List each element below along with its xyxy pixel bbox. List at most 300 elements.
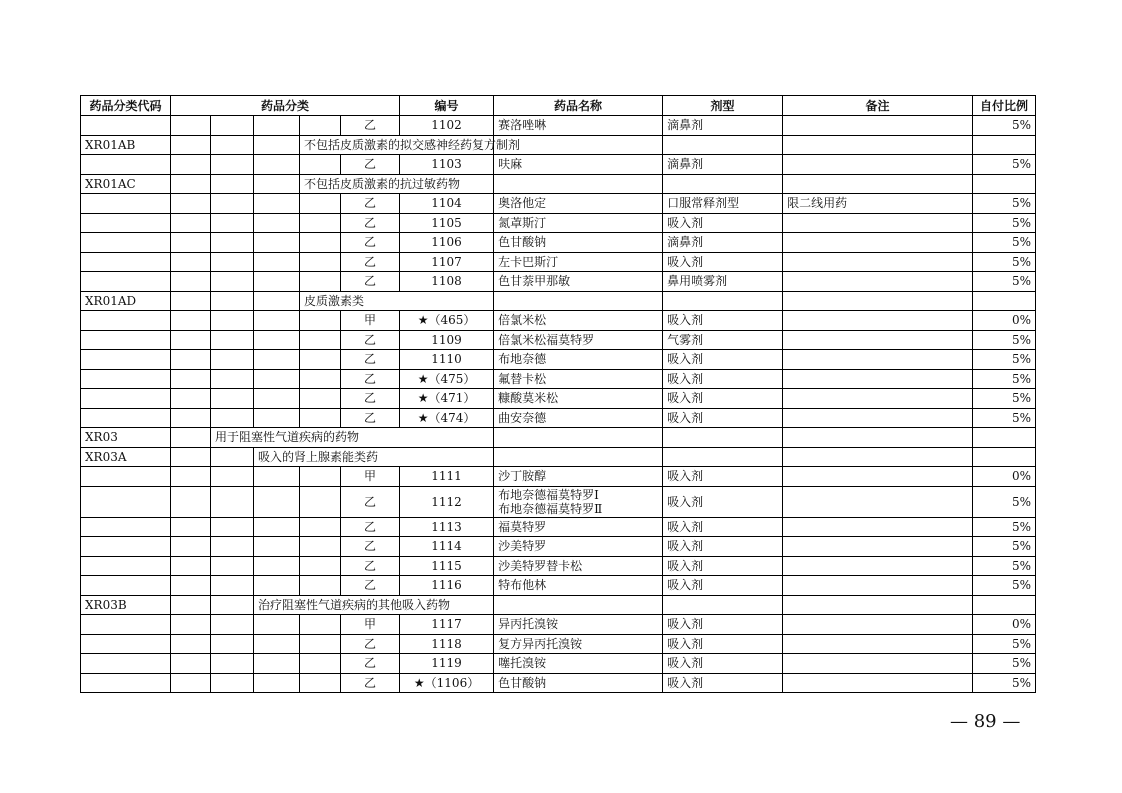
drug-number: 1102 xyxy=(400,116,494,136)
empty-cell xyxy=(171,291,211,311)
empty-cell xyxy=(783,595,973,615)
empty-cell xyxy=(494,174,663,194)
empty-cell xyxy=(171,389,211,409)
empty-cell xyxy=(171,517,211,537)
category-row xyxy=(81,595,1036,615)
empty-cell xyxy=(211,291,254,311)
drug-level: 乙 xyxy=(341,408,400,428)
drug-ratio: 5% xyxy=(973,272,1036,292)
drug-level: 乙 xyxy=(341,330,400,350)
empty-cell xyxy=(171,654,211,674)
empty-cell xyxy=(663,174,783,194)
drug-name-line: 沙美特罗替卡松 xyxy=(498,558,583,573)
drug-note xyxy=(783,654,973,674)
empty-cell xyxy=(300,252,341,272)
drug-ratio: 5% xyxy=(973,654,1036,674)
drug-row xyxy=(81,116,1036,136)
drug-note xyxy=(783,634,973,654)
drug-name-line: 特布他林 xyxy=(498,578,547,593)
drug-level: 乙 xyxy=(341,233,400,253)
empty-cell xyxy=(254,350,300,370)
drug-note xyxy=(783,615,973,635)
empty-cell xyxy=(171,447,211,467)
drug-note xyxy=(783,116,973,136)
empty-cell xyxy=(254,537,300,557)
drug-level: 乙 xyxy=(341,389,400,409)
empty-cell xyxy=(81,350,171,370)
drug-ratio: 5% xyxy=(973,537,1036,557)
drug-name-line: 沙丁胺醇 xyxy=(498,469,547,484)
drug-row xyxy=(81,556,1036,576)
empty-cell xyxy=(81,194,171,214)
drug-row xyxy=(81,615,1036,635)
empty-cell xyxy=(300,233,341,253)
header-number: 编号 xyxy=(400,96,494,116)
drug-name xyxy=(494,467,663,487)
empty-cell xyxy=(254,389,300,409)
drug-ratio: 5% xyxy=(973,556,1036,576)
drug-form: 吸入剂 xyxy=(663,576,783,596)
drug-level: 乙 xyxy=(341,155,400,175)
empty-cell xyxy=(171,155,211,175)
drug-name-line: 色甘萘甲那敏 xyxy=(498,274,571,289)
drug-row xyxy=(81,576,1036,596)
drug-ratio: 5% xyxy=(973,486,1036,517)
empty-cell xyxy=(81,634,171,654)
drug-name xyxy=(494,408,663,428)
drug-level: 甲 xyxy=(341,467,400,487)
category-code: XR03 xyxy=(81,428,171,448)
drug-level: 乙 xyxy=(341,556,400,576)
empty-cell xyxy=(171,673,211,693)
empty-cell xyxy=(171,174,211,194)
drug-note xyxy=(783,233,973,253)
empty-cell xyxy=(211,350,254,370)
empty-cell xyxy=(300,576,341,596)
empty-cell xyxy=(211,595,254,615)
drug-note xyxy=(783,486,973,517)
category-label: 不包括皮质激素的抗过敏药物 xyxy=(300,174,494,194)
drug-number: 1119 xyxy=(400,654,494,674)
empty-cell xyxy=(254,272,300,292)
empty-cell xyxy=(171,408,211,428)
drug-number: 1104 xyxy=(400,194,494,214)
drug-name xyxy=(494,252,663,272)
empty-cell xyxy=(663,447,783,467)
drug-name-line: 曲安奈德 xyxy=(498,410,547,425)
empty-cell xyxy=(254,634,300,654)
drug-row xyxy=(81,155,1036,175)
drug-level: 甲 xyxy=(341,615,400,635)
empty-cell xyxy=(171,135,211,155)
drug-level: 乙 xyxy=(341,213,400,233)
empty-cell xyxy=(300,213,341,233)
empty-cell xyxy=(783,291,973,311)
drug-name-line: 布地奈德 xyxy=(498,352,547,367)
drug-name-line: 复方异丙托溴铵 xyxy=(498,636,583,651)
empty-cell xyxy=(81,467,171,487)
empty-cell xyxy=(211,330,254,350)
empty-cell xyxy=(254,311,300,331)
empty-cell xyxy=(300,330,341,350)
drug-note xyxy=(783,576,973,596)
empty-cell xyxy=(254,615,300,635)
empty-cell xyxy=(300,486,341,517)
empty-cell xyxy=(783,135,973,155)
empty-cell xyxy=(171,330,211,350)
empty-cell xyxy=(211,408,254,428)
drug-name xyxy=(494,654,663,674)
drug-note xyxy=(783,311,973,331)
drug-form: 吸入剂 xyxy=(663,556,783,576)
drug-ratio: 0% xyxy=(973,467,1036,487)
empty-cell xyxy=(254,174,300,194)
empty-cell xyxy=(211,174,254,194)
empty-cell xyxy=(171,428,211,448)
drug-form: 滴鼻剂 xyxy=(663,155,783,175)
empty-cell xyxy=(211,467,254,487)
drug-name-line: 左卡巴斯汀 xyxy=(498,254,559,269)
drug-number: 1116 xyxy=(400,576,494,596)
empty-cell xyxy=(254,116,300,136)
empty-cell xyxy=(300,369,341,389)
drug-form: 吸入剂 xyxy=(663,654,783,674)
drug-name-line: 呋麻 xyxy=(498,157,523,172)
drug-form: 吸入剂 xyxy=(663,350,783,370)
empty-cell xyxy=(211,576,254,596)
drug-ratio: 5% xyxy=(973,155,1036,175)
drug-name-line: 色甘酸钠 xyxy=(498,235,547,250)
drug-number: 1112 xyxy=(400,486,494,517)
empty-cell xyxy=(300,673,341,693)
empty-cell xyxy=(254,233,300,253)
drug-note xyxy=(783,556,973,576)
drug-name xyxy=(494,350,663,370)
category-row xyxy=(81,291,1036,311)
drug-name-line: 赛洛唑啉 xyxy=(498,118,547,133)
drug-name-line: 噻托溴铵 xyxy=(498,656,547,671)
drug-name xyxy=(494,673,663,693)
empty-cell xyxy=(300,311,341,331)
drug-form: 吸入剂 xyxy=(663,537,783,557)
drug-note xyxy=(783,330,973,350)
header-ratio: 自付比例 xyxy=(973,96,1036,116)
drug-note xyxy=(783,252,973,272)
drug-row xyxy=(81,537,1036,557)
drug-level: 乙 xyxy=(341,116,400,136)
empty-cell xyxy=(254,467,300,487)
drug-form: 滴鼻剂 xyxy=(663,233,783,253)
empty-cell xyxy=(254,194,300,214)
drug-note xyxy=(783,350,973,370)
drug-form: 吸入剂 xyxy=(663,311,783,331)
empty-cell xyxy=(973,595,1036,615)
drug-ratio: 5% xyxy=(973,673,1036,693)
drug-name xyxy=(494,615,663,635)
drug-name xyxy=(494,537,663,557)
category-row xyxy=(81,428,1036,448)
empty-cell xyxy=(254,291,300,311)
drug-name-line: 布地奈德福莫特罗Ⅱ xyxy=(498,501,603,516)
empty-cell xyxy=(211,233,254,253)
drug-note xyxy=(783,673,973,693)
empty-cell xyxy=(211,517,254,537)
empty-cell xyxy=(211,155,254,175)
drug-name-line: 福莫特罗 xyxy=(498,519,547,534)
drug-number: 1105 xyxy=(400,213,494,233)
empty-cell xyxy=(663,135,783,155)
drug-number: ★（475） xyxy=(400,369,494,389)
drug-name xyxy=(494,556,663,576)
drug-row xyxy=(81,517,1036,537)
empty-cell xyxy=(171,576,211,596)
category-label: 治疗阻塞性气道疾病的其他吸入药物 xyxy=(254,595,494,615)
drug-note xyxy=(783,517,973,537)
empty-cell xyxy=(254,252,300,272)
empty-cell xyxy=(211,311,254,331)
empty-cell xyxy=(81,330,171,350)
drug-ratio: 5% xyxy=(973,576,1036,596)
drug-form: 吸入剂 xyxy=(663,615,783,635)
empty-cell xyxy=(81,517,171,537)
empty-cell xyxy=(211,634,254,654)
drug-row xyxy=(81,350,1036,370)
page-number: — 89 — xyxy=(950,711,1021,732)
drug-row xyxy=(81,486,1036,517)
drug-note xyxy=(783,467,973,487)
empty-cell xyxy=(300,467,341,487)
drug-name xyxy=(494,194,663,214)
empty-cell xyxy=(300,654,341,674)
empty-cell xyxy=(81,213,171,233)
drug-number: 1108 xyxy=(400,272,494,292)
empty-cell xyxy=(300,350,341,370)
empty-cell xyxy=(254,517,300,537)
drug-row xyxy=(81,330,1036,350)
drug-note xyxy=(783,272,973,292)
empty-cell xyxy=(973,135,1036,155)
empty-cell xyxy=(211,673,254,693)
drug-ratio: 5% xyxy=(973,116,1036,136)
category-code: XR03B xyxy=(81,595,171,615)
drug-name xyxy=(494,116,663,136)
drug-form: 吸入剂 xyxy=(663,213,783,233)
drug-number: 1117 xyxy=(400,615,494,635)
drug-name xyxy=(494,576,663,596)
header-note: 备注 xyxy=(783,96,973,116)
empty-cell xyxy=(663,595,783,615)
drug-ratio: 0% xyxy=(973,311,1036,331)
empty-cell xyxy=(494,447,663,467)
empty-cell xyxy=(973,291,1036,311)
empty-cell xyxy=(254,213,300,233)
empty-cell xyxy=(211,537,254,557)
empty-cell xyxy=(211,486,254,517)
drug-name xyxy=(494,634,663,654)
drug-note xyxy=(783,213,973,233)
drug-ratio: 5% xyxy=(973,252,1036,272)
drug-name xyxy=(494,330,663,350)
empty-cell xyxy=(254,155,300,175)
empty-cell xyxy=(300,537,341,557)
empty-cell xyxy=(171,369,211,389)
empty-cell xyxy=(211,252,254,272)
empty-cell xyxy=(211,389,254,409)
category-row xyxy=(81,174,1036,194)
empty-cell xyxy=(300,556,341,576)
drug-name-line: 奥洛他定 xyxy=(498,196,547,211)
empty-cell xyxy=(783,174,973,194)
category-row xyxy=(81,447,1036,467)
empty-cell xyxy=(171,350,211,370)
category-code: XR01AC xyxy=(81,174,171,194)
drug-form: 吸入剂 xyxy=(663,252,783,272)
drug-level: 乙 xyxy=(341,350,400,370)
drug-row xyxy=(81,213,1036,233)
empty-cell xyxy=(81,556,171,576)
category-code: XR01AB xyxy=(81,135,171,155)
empty-cell xyxy=(300,272,341,292)
drug-note xyxy=(783,408,973,428)
drug-form: 吸入剂 xyxy=(663,408,783,428)
empty-cell xyxy=(254,486,300,517)
drug-name-line: 氟替卡松 xyxy=(498,371,547,386)
empty-cell xyxy=(254,576,300,596)
empty-cell xyxy=(254,408,300,428)
drug-name xyxy=(494,272,663,292)
drug-note xyxy=(783,155,973,175)
drug-name-line: 倍氯米松福莫特罗 xyxy=(498,332,595,347)
empty-cell xyxy=(171,556,211,576)
drug-level: 乙 xyxy=(341,654,400,674)
drug-level: 乙 xyxy=(341,517,400,537)
drug-form: 吸入剂 xyxy=(663,486,783,517)
empty-cell xyxy=(211,272,254,292)
empty-cell xyxy=(254,330,300,350)
drug-ratio: 5% xyxy=(973,369,1036,389)
empty-cell xyxy=(81,369,171,389)
drug-name xyxy=(494,369,663,389)
drug-row xyxy=(81,233,1036,253)
drug-name-line: 糠酸莫米松 xyxy=(498,391,559,406)
empty-cell xyxy=(300,517,341,537)
drug-name-line: 布地奈德福莫特罗Ⅰ xyxy=(498,487,599,502)
empty-cell xyxy=(973,447,1036,467)
empty-cell xyxy=(81,272,171,292)
header-form: 剂型 xyxy=(663,96,783,116)
header-code: 药品分类代码 xyxy=(81,96,171,116)
category-code: XR03A xyxy=(81,447,171,467)
drug-form: 气雾剂 xyxy=(663,330,783,350)
empty-cell xyxy=(254,369,300,389)
empty-cell xyxy=(171,595,211,615)
empty-cell xyxy=(211,556,254,576)
empty-cell xyxy=(81,408,171,428)
drug-ratio: 5% xyxy=(973,408,1036,428)
empty-cell xyxy=(171,116,211,136)
drug-number: 1106 xyxy=(400,233,494,253)
drug-ratio: 5% xyxy=(973,634,1036,654)
drug-form: 吸入剂 xyxy=(663,389,783,409)
header-name: 药品名称 xyxy=(494,96,663,116)
empty-cell xyxy=(211,213,254,233)
drug-catalog-table xyxy=(80,95,1036,693)
empty-cell xyxy=(254,135,300,155)
empty-cell xyxy=(81,252,171,272)
drug-level: 乙 xyxy=(341,537,400,557)
drug-note xyxy=(783,369,973,389)
drug-level: 乙 xyxy=(341,634,400,654)
drug-name xyxy=(494,486,663,517)
drug-row xyxy=(81,634,1036,654)
drug-row xyxy=(81,673,1036,693)
empty-cell xyxy=(211,135,254,155)
drug-name xyxy=(494,155,663,175)
empty-cell xyxy=(300,116,341,136)
empty-cell xyxy=(300,615,341,635)
empty-cell xyxy=(211,615,254,635)
drug-number: ★（474） xyxy=(400,408,494,428)
drug-name-line: 沙美特罗 xyxy=(498,539,547,554)
empty-cell xyxy=(171,311,211,331)
empty-cell xyxy=(171,272,211,292)
empty-cell xyxy=(211,116,254,136)
empty-cell xyxy=(300,634,341,654)
drug-row xyxy=(81,654,1036,674)
empty-cell xyxy=(254,673,300,693)
drug-name-line: 异丙托溴铵 xyxy=(498,617,559,632)
drug-ratio: 5% xyxy=(973,194,1036,214)
header-row xyxy=(81,96,1036,116)
drug-level: 乙 xyxy=(341,194,400,214)
empty-cell xyxy=(171,213,211,233)
drug-ratio: 5% xyxy=(973,330,1036,350)
drug-level: 乙 xyxy=(341,486,400,517)
drug-row xyxy=(81,467,1036,487)
category-label: 皮质激素类 xyxy=(300,291,494,311)
header-category: 药品分类 xyxy=(171,96,400,116)
drug-number: ★（465） xyxy=(400,311,494,331)
drug-level: 乙 xyxy=(341,369,400,389)
empty-cell xyxy=(300,194,341,214)
empty-cell xyxy=(211,654,254,674)
category-row xyxy=(81,135,1036,155)
drug-level: 乙 xyxy=(341,252,400,272)
category-label: 用于阻塞性气道疾病的药物 xyxy=(211,428,494,448)
drug-form: 滴鼻剂 xyxy=(663,116,783,136)
drug-number: 1115 xyxy=(400,556,494,576)
drug-form: 鼻用喷雾剂 xyxy=(663,272,783,292)
empty-cell xyxy=(211,194,254,214)
empty-cell xyxy=(171,467,211,487)
empty-cell xyxy=(81,233,171,253)
empty-cell xyxy=(663,428,783,448)
empty-cell xyxy=(171,233,211,253)
empty-cell xyxy=(254,556,300,576)
empty-cell xyxy=(81,537,171,557)
drug-note xyxy=(783,537,973,557)
drug-number: ★（471） xyxy=(400,389,494,409)
drug-ratio: 5% xyxy=(973,213,1036,233)
drug-number: 1107 xyxy=(400,252,494,272)
drug-row xyxy=(81,194,1036,214)
empty-cell xyxy=(81,576,171,596)
empty-cell xyxy=(254,654,300,674)
empty-cell xyxy=(494,428,663,448)
empty-cell xyxy=(171,252,211,272)
drug-ratio: 5% xyxy=(973,350,1036,370)
drug-row xyxy=(81,311,1036,331)
